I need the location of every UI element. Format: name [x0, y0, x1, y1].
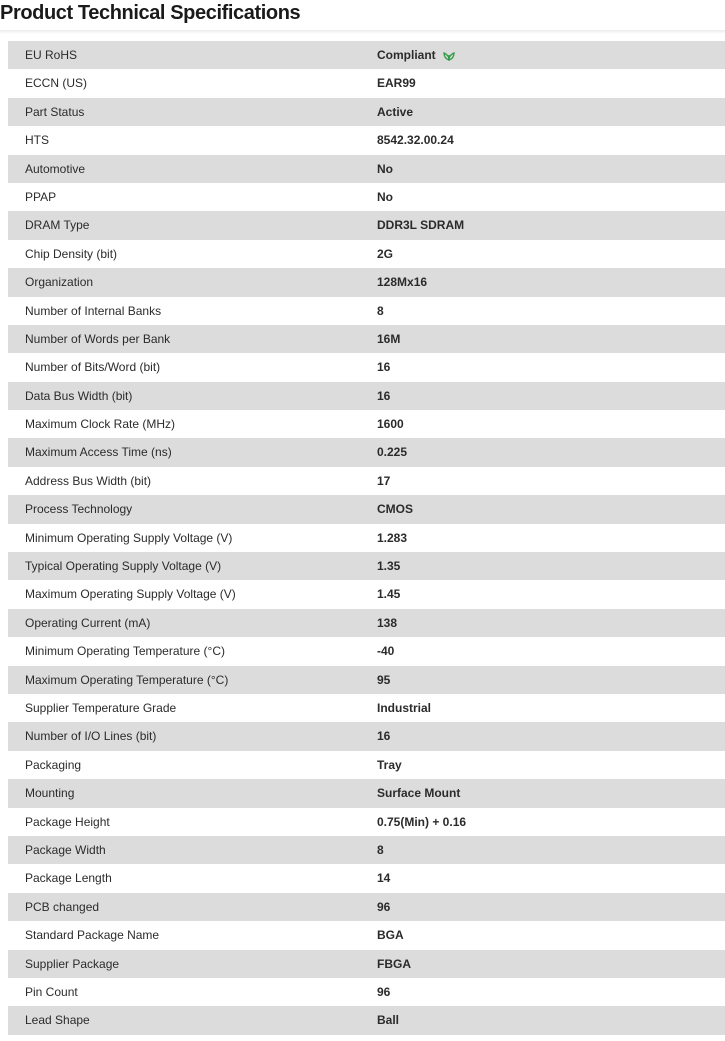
spec-label: Minimum Operating Temperature (°C)	[25, 644, 225, 659]
spec-value-text: DDR3L SDRAM	[377, 218, 465, 233]
spec-label: Packaging	[25, 757, 82, 772]
spec-label: Maximum Operating Temperature (°C)	[25, 672, 229, 687]
spec-value	[377, 978, 390, 1006]
spec-label: Lead Shape	[25, 1013, 90, 1028]
spec-label: Package Height	[25, 814, 110, 829]
spec-label: Data Bus Width (bit)	[25, 388, 133, 403]
spec-label: Automotive	[25, 161, 86, 176]
spec-value	[377, 836, 384, 864]
spec-row	[8, 779, 725, 807]
spec-row	[8, 467, 725, 495]
spec-row	[8, 1006, 725, 1034]
spec-value-text: Surface Mount	[377, 786, 461, 801]
spec-row	[8, 126, 725, 154]
spec-value	[377, 325, 400, 353]
spec-value-text: -40	[377, 644, 395, 659]
spec-label: HTS	[25, 133, 49, 148]
spec-row	[8, 950, 725, 978]
spec-row	[8, 637, 725, 665]
spec-value-text: 16M	[377, 331, 401, 346]
spec-row	[8, 240, 725, 268]
title-divider	[0, 30, 725, 34]
spec-label: Pin Count	[25, 984, 78, 999]
spec-value	[377, 666, 390, 694]
spec-row	[8, 580, 725, 608]
spec-label: Part Status	[25, 104, 85, 119]
spec-label: Maximum Clock Rate (MHz)	[25, 417, 176, 432]
spec-value	[377, 41, 456, 69]
spec-row	[8, 694, 725, 722]
spec-value-text: No	[377, 161, 393, 176]
spec-value	[377, 211, 464, 239]
spec-value-text: FBGA	[377, 956, 411, 971]
spec-value	[377, 808, 466, 836]
spec-row	[8, 211, 725, 239]
spec-row	[8, 978, 725, 1006]
spec-value	[377, 864, 390, 892]
spec-label: Package Length	[25, 871, 112, 886]
spec-value	[377, 751, 402, 779]
spec-value-text: 138	[377, 615, 398, 630]
spec-row	[8, 552, 725, 580]
spec-row	[8, 666, 725, 694]
spec-value-text: 0.75(Min) + 0.16	[377, 814, 467, 829]
spec-label: Number of Bits/Word (bit)	[25, 360, 161, 375]
spec-value	[377, 495, 413, 523]
spec-value-text: 16	[377, 388, 391, 403]
spec-value-text: 1.283	[377, 530, 408, 545]
spec-label: Package Width	[25, 842, 106, 857]
spec-row	[8, 325, 725, 353]
spec-value-text: 0.225	[377, 445, 408, 460]
spec-value-text: 2G	[377, 246, 394, 261]
spec-value	[377, 98, 413, 126]
spec-value	[377, 155, 393, 183]
spec-label: Chip Density (bit)	[25, 246, 118, 261]
spec-value-text: Compliant	[377, 48, 436, 62]
spec-row	[8, 183, 725, 211]
leaf-icon	[442, 43, 456, 55]
spec-value	[377, 467, 390, 495]
spec-row	[8, 41, 725, 69]
spec-value-text: 14	[377, 871, 391, 886]
spec-value	[377, 580, 400, 608]
spec-label: Maximum Operating Supply Voltage (V)	[25, 587, 236, 602]
spec-row	[8, 353, 725, 381]
spec-value	[377, 722, 390, 750]
spec-row	[8, 69, 725, 97]
spec-row	[8, 155, 725, 183]
spec-value	[377, 126, 454, 154]
spec-value-text: BGA	[377, 928, 404, 943]
spec-value-text: Industrial	[377, 700, 432, 715]
spec-row	[8, 98, 725, 126]
spec-label: Number of I/O Lines (bit)	[25, 729, 157, 744]
spec-value	[377, 240, 393, 268]
spec-label: Address Bus Width (bit)	[25, 473, 152, 488]
spec-label: Maximum Access Time (ns)	[25, 445, 172, 460]
spec-value	[377, 893, 390, 921]
spec-value	[377, 921, 404, 949]
spec-value-text: 95	[377, 672, 391, 687]
spec-label: ECCN (US)	[25, 76, 87, 91]
spec-row	[8, 751, 725, 779]
spec-value	[377, 69, 416, 97]
spec-label: DRAM Type	[25, 218, 90, 233]
spec-value-text: 8	[377, 303, 384, 318]
spec-table	[8, 41, 725, 1035]
spec-label: Number of Internal Banks	[25, 303, 162, 318]
spec-value	[377, 382, 390, 410]
spec-value	[377, 438, 407, 466]
spec-label: Operating Current (mA)	[25, 615, 151, 630]
spec-value	[377, 410, 404, 438]
spec-label: Typical Operating Supply Voltage (V)	[25, 559, 222, 574]
spec-value-text: 1.45	[377, 587, 401, 602]
spec-label: Organization	[25, 275, 94, 290]
spec-value	[377, 779, 460, 807]
spec-row	[8, 268, 725, 296]
spec-row	[8, 524, 725, 552]
spec-value	[377, 694, 431, 722]
spec-row	[8, 921, 725, 949]
spec-value	[377, 1006, 399, 1034]
spec-value-text: Tray	[377, 757, 402, 772]
spec-label: Supplier Package	[25, 956, 120, 971]
spec-row	[8, 609, 725, 637]
spec-value	[377, 637, 394, 665]
spec-label: Standard Package Name	[25, 928, 160, 943]
spec-value-text: 16	[377, 360, 391, 375]
spec-label: Mounting	[25, 786, 75, 801]
spec-row	[8, 893, 725, 921]
spec-value-text: 8	[377, 842, 384, 857]
spec-label: EU RoHS	[25, 48, 78, 62]
spec-value	[377, 183, 393, 211]
spec-row	[8, 438, 725, 466]
spec-value-text: 1.35	[377, 559, 401, 574]
spec-label: Supplier Temperature Grade	[25, 700, 177, 715]
spec-value	[377, 552, 400, 580]
spec-value-text: 16	[377, 729, 391, 744]
spec-value	[377, 524, 407, 552]
spec-label: Minimum Operating Supply Voltage (V)	[25, 530, 233, 545]
spec-row	[8, 495, 725, 523]
spec-value-text: 17	[377, 473, 391, 488]
spec-value-text: 1600	[377, 417, 404, 432]
spec-row	[8, 836, 725, 864]
spec-row	[8, 410, 725, 438]
spec-value	[377, 353, 390, 381]
spec-value	[377, 950, 411, 978]
spec-label: PPAP	[25, 189, 57, 204]
spec-value-text: 96	[377, 984, 391, 999]
spec-label: Process Technology	[25, 502, 133, 517]
spec-value	[377, 268, 427, 296]
spec-value-text: No	[377, 189, 393, 204]
spec-value-text: EAR99	[377, 76, 416, 91]
spec-row	[8, 808, 725, 836]
spec-label: Number of Words per Bank	[25, 331, 171, 346]
spec-row	[8, 297, 725, 325]
spec-row	[8, 864, 725, 892]
spec-label: PCB changed	[25, 899, 100, 914]
spec-value-text: 96	[377, 899, 391, 914]
spec-value	[377, 297, 384, 325]
spec-value	[377, 609, 397, 637]
page-title: Product Technical Specifications	[0, 2, 301, 24]
spec-value-text: 128Mx16	[377, 275, 428, 290]
spec-value-text: CMOS	[377, 502, 413, 517]
spec-value-text: 8542.32.00.24	[377, 133, 454, 148]
spec-row	[8, 382, 725, 410]
spec-value-text: Ball	[377, 1013, 400, 1028]
spec-row	[8, 722, 725, 750]
spec-value-text: Active	[377, 104, 414, 119]
